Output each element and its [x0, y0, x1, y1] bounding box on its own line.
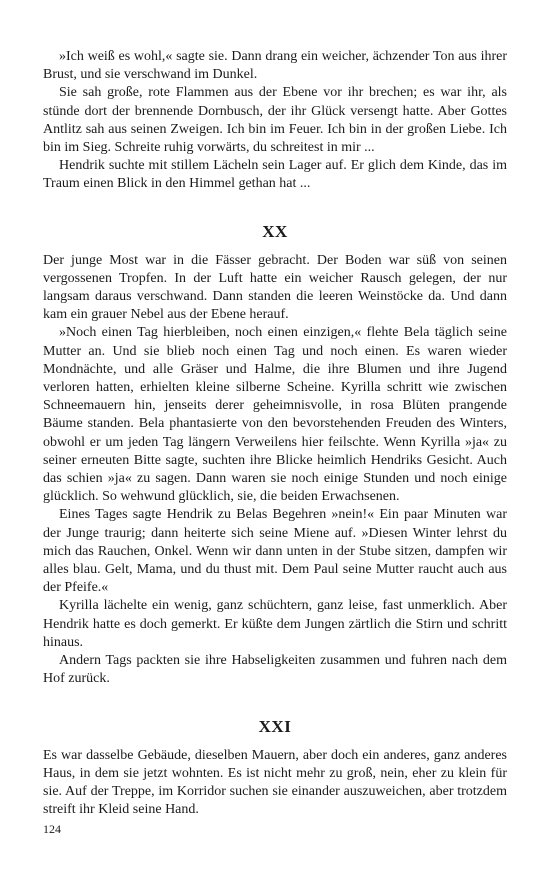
paragraph: Es war dasselbe Gebäude, dieselben Mauern, aber doch ein anderes, ganz anderes Haus, in dem sie jetzt wohnten. Es ist nicht mehr zu groß, nein, eher zu klein für sie. Auf der Treppe, im Korridor suchen sie einander auszuweichen, aber trotzdem streift ihr Kleid seine Hand. — [43, 747, 507, 818]
paragraph: Der junge Most war in die Fässer gebracht. Der Boden war süß von seinen vergossenen Tropfen. In der Luft hatte ein weicher Rausch gelegen, der nur langsam daraus verschwand. Dann standen die leeren Weinstöcke da. Und dann kam ein grauer Nebel aus der Ebene herauf. — [43, 252, 507, 323]
chapter-xx — [43, 222, 507, 689]
paragraph: Eines Tages sagte Hendrik zu Belas Begehren »nein!« Ein paar Minuten war der Junge traurig; dann heiterte sich seine Miene auf. »Diesen Winter lehrst du mich das Rauchen, Onkel. Wenn wir dann unten in der Stube sitzen, dampfen wir alles blau. Gelt, Mama, und du thust mit. Dem Paul seine Mutter raucht auch aus der Pfeife.« — [43, 507, 507, 596]
page-number: 124 — [43, 822, 61, 836]
page-body — [43, 48, 507, 819]
paragraph: Hendrik suchte mit stillem Lächeln sein Lager auf. Er glich dem Kinde, das im Traum einen Blick in den Himmel gethan hat ... — [43, 158, 507, 192]
paragraph: Kyrilla lächelte ein wenig, ganz schüchtern, ganz leise, fast unmerklich. Aber Hendrik hatte es doch gemerkt. Er küßte dem Jungen zärtlich die Stirn und schritt hinaus. — [43, 598, 507, 650]
chapter-heading: XXI — [258, 716, 292, 736]
paragraph: Sie sah große, rote Flammen aus der Ebene vor ihr brechen; es war ihr, als stünde dort der brennende Dornbusch, der ihr Glück versengt hatte. Aber Gottes Antlitz sah aus seinen Zweigen. Ich bin im Feuer. Ich bin in der großen Liebe. Ich bin im Sieg. Schreite ruhig vorwärts, du schreitest in mir ... — [43, 85, 507, 156]
paragraph: Andern Tags packten sie ihre Habseligkeiten zusammen und fuhren nach dem Hof zurück. — [43, 653, 507, 687]
paragraph: »Noch einen Tag hierbleiben, noch einen einzigen,« flehte Bela täglich seine Mutter an. Und sie blieb noch einen Tag und noch einen. Es waren wieder Mondnächte, und alle Gräser und Halme, die ihre Blumen und ihre Jugend verloren hatten, erhielten kleine silberne Scheine. Kyrilla schritt wie zwischen Schneemauern hin, jenseits derer geheimnisvolle, in rosa Blüten prangende Bäume standen. Bela phantasierte von den bevorstehenden Freuden des Winters, obwohl er um jeden Tag längern Verweilens hier feilschte. Wenn Kyrilla »ja« zu seiner erneuten Bitte sagte, suchten ihre Blicke heimlich Hendriks Gesicht. Auch das schien »ja« zu sagen. Dann waren sie noch einige Stunden und noch einige glücklich. So wehwund glücklich, sie, die beiden Erwachsenen. — [43, 325, 507, 505]
paragraph: »Ich weiß es wohl,« sagte sie. Dann drang ein weicher, ächzender Ton aus ihrer Brust, und sie verschwand im Dunkel. — [43, 49, 507, 83]
chapter-xxi — [43, 717, 507, 820]
chapter-heading: XX — [262, 221, 288, 241]
section-top — [43, 48, 507, 194]
